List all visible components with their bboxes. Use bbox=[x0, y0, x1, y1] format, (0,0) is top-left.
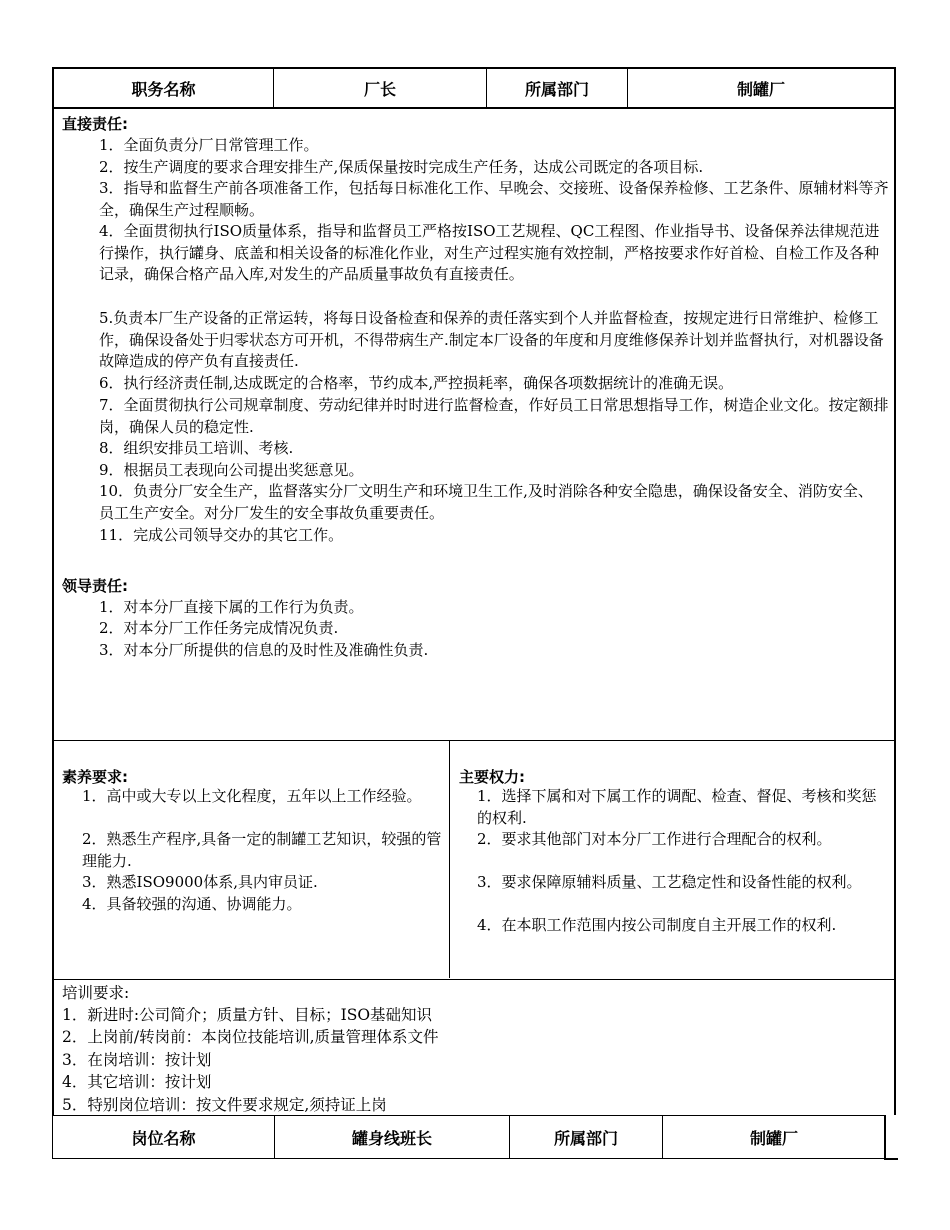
direct-item: 3．指导和监督生产前各项准备工作，包括每日标准化工作、早晚会、交接班、设备保养检修、工艺条件、原辅材料等齐全，确保生产过程顺畅。 bbox=[99, 179, 889, 219]
department-label: 所属部门 bbox=[487, 69, 628, 107]
direct-item: 2．按生产调度的要求合理安排生产,保质保量按时完成生产任务，达成公司既定的各项目标. bbox=[99, 158, 704, 176]
lead-item: 3．对本分厂所提供的信息的及时性及准确性负责. bbox=[99, 641, 429, 659]
training-section bbox=[52, 980, 896, 1115]
job-title-value: 厂长 bbox=[274, 69, 487, 107]
training-title: 培训要求: bbox=[62, 984, 130, 1002]
direct-responsibility-title: 直接责任: bbox=[62, 115, 128, 133]
direct-item: 1．全面负责分厂日常管理工作。 bbox=[99, 136, 319, 154]
department-value: 制罐厂 bbox=[736, 79, 785, 99]
qualification-column bbox=[54, 740, 450, 978]
qualification-item: 2．熟悉生产程序,具备一定的制罐工艺知识，较强的管理能力. bbox=[82, 830, 442, 870]
training-item: 3．在岗培训：按计划 bbox=[62, 1051, 212, 1069]
direct-item: 6．执行经济责任制,达成既定的合格率，节约成本,严控损耗率，确保各项数据统计的准确无误。 bbox=[99, 374, 734, 392]
department-value: 制罐厂 bbox=[749, 1128, 798, 1148]
requirements-section bbox=[52, 740, 896, 980]
training-item: 1．新进时:公司简介；质量方针、目标；ISO基础知识 bbox=[62, 1006, 433, 1024]
power-item: 3．要求保障原辅料质量、工艺稳定性和设备性能的权利。 bbox=[477, 873, 862, 891]
direct-item: 10．负责分厂安全生产，监督落实分厂文明生产和环境卫生工作,及时消除各种安全隐患，确保设备安全、消防安全、员工生产安全。对分厂发生的安全事故负重要责任。 bbox=[99, 482, 873, 522]
responsibilities-section bbox=[52, 107, 896, 741]
power-item: 2．要求其他部门对本分厂工作进行合理配合的权利。 bbox=[477, 830, 832, 848]
job-header-row bbox=[52, 67, 896, 109]
power-item: 4．在本职工作范围内按公司制度自主开展工作的权利. bbox=[477, 916, 837, 934]
direct-item: 4．全面贯彻执行ISO质量体系，指导和监督员工严格按ISO工艺规程、QC工程图、作业指导书、设备保养法律规范进行操作，执行罐身、底盖和相关设备的标准化作业，对生产过程实施有效控制，严格按要求作好首检、自检工作及各种记录，确保合格产品入库,对发生的产品质量事故负有直接责任。 bbox=[99, 222, 880, 283]
powers-title: 主要权力: bbox=[459, 768, 525, 786]
training-item: 4．其它培训：按计划 bbox=[62, 1073, 212, 1091]
qualification-item: 4．具备较强的沟通、协调能力。 bbox=[82, 895, 302, 913]
direct-item: 8．组织安排员工培训、考核. bbox=[99, 439, 294, 457]
qualification-item: 1．高中或大专以上文化程度，五年以上工作经验。 bbox=[82, 787, 422, 805]
next-job-header-row bbox=[52, 1115, 886, 1159]
direct-item: 7．全面贯彻执行公司规章制度、劳动纪律并时时进行监督检查，作好员工日常思想指导工作，树造企业文化。按定额排岗，确保人员的稳定性. bbox=[99, 396, 889, 436]
position-title-label: 岗位名称 bbox=[53, 1116, 275, 1158]
direct-item: 5.负责本厂生产设备的正常运转，将每日设备检查和保养的责任落实到个人并监督检查，按规定进行日常维护、检修工作，确保设备处于归零状态方可开机，不得带病生产.制定本厂设备的年度和月度维修保养计划并监督执行，对机器设备故障造成的停产负有直接责任. bbox=[99, 309, 884, 370]
corner-mark bbox=[884, 1158, 898, 1160]
direct-item: 11．完成公司领导交办的其它工作。 bbox=[99, 526, 344, 544]
powers-column bbox=[451, 740, 894, 978]
lead-item: 2．对本分厂工作任务完成情况负责. bbox=[99, 619, 339, 637]
lead-item: 1．对本分厂直接下属的工作行为负责。 bbox=[99, 598, 364, 616]
job-title-label: 职务名称 bbox=[54, 69, 274, 107]
leadership-responsibility-title: 领导责任: bbox=[62, 577, 128, 595]
department-label: 所属部门 bbox=[510, 1116, 663, 1158]
qualification-item: 3．熟悉ISO9000体系,具内审员证. bbox=[82, 873, 318, 891]
position-title-value: 罐身线班长 bbox=[275, 1116, 510, 1158]
training-item: 2．上岗前/转岗前：本岗位技能培训,质量管理体系文件 bbox=[62, 1028, 439, 1046]
power-item: 1．选择下属和对下属工作的调配、检查、督促、考核和奖惩的权利. bbox=[477, 787, 877, 827]
qualification-title: 素养要求: bbox=[62, 768, 128, 786]
corner-mark bbox=[884, 1115, 886, 1160]
training-item: 5．特别岗位培训：按文件要求规定,须持证上岗 bbox=[62, 1096, 387, 1114]
direct-item: 9．根据员工表现向公司提出奖惩意见。 bbox=[99, 461, 364, 479]
